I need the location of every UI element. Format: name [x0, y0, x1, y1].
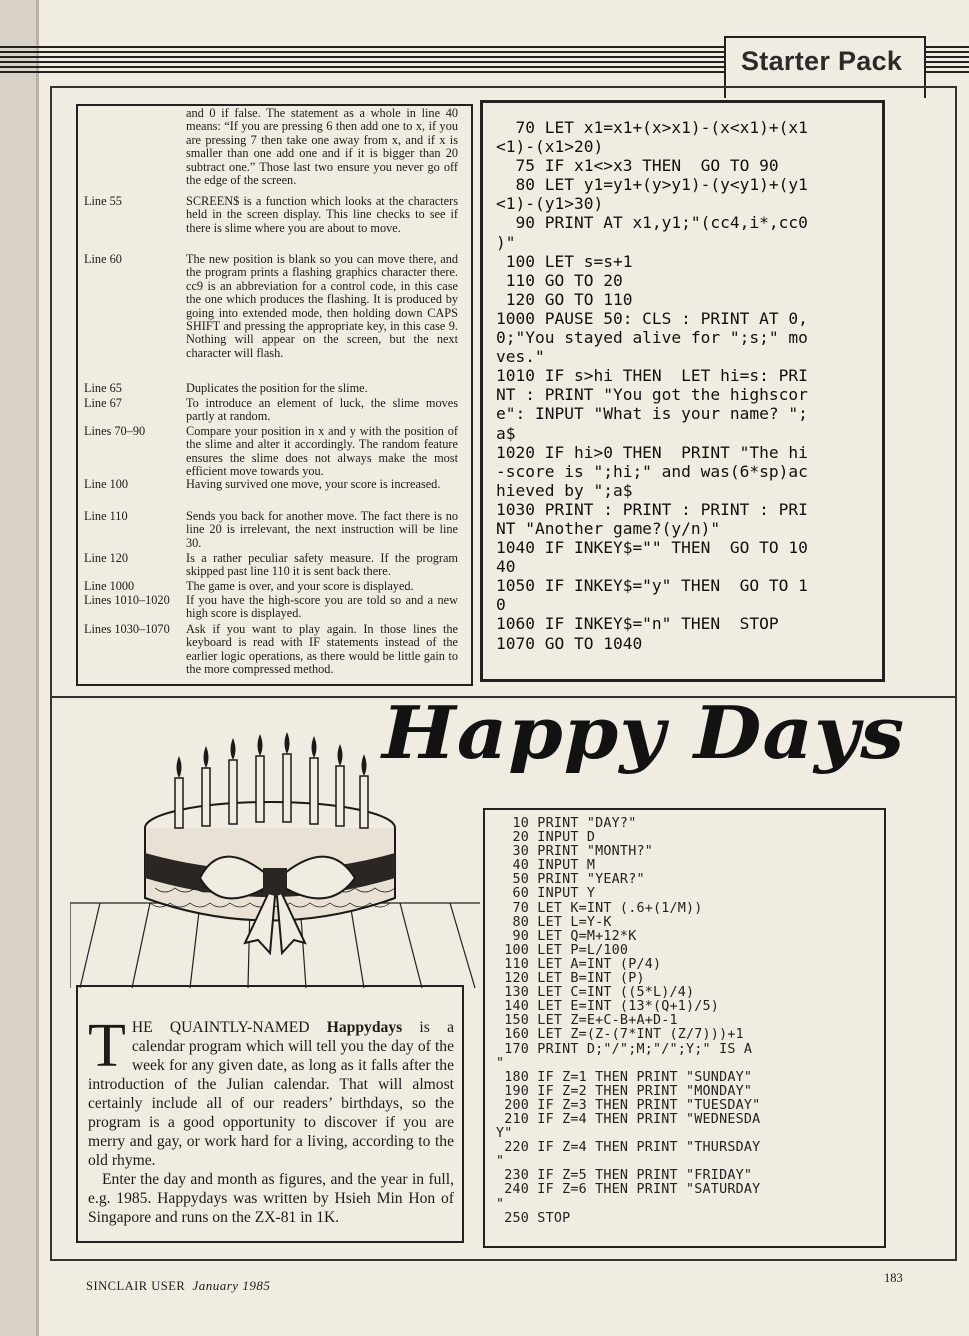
- explanation-text: and 0 if false. The statement as a whole in line 40 means: “If you are pressing 6 then add one to x, if you are pressing 7 then take one away from x, and if x is smaller than one add one and if it is bigger than 20 subtract one.” Those last two ensure you never go off the edge of the screen.: [186, 106, 458, 188]
- explanation-text: Is a rather peculiar safety measure. If the program skipped past line 110 it is sent back there.: [186, 551, 458, 579]
- explanation-text: Compare your position in x and y with the position of the slime and alter it accordingly. The random feature ensures the slime does not always make the most efficient move towards you.: [186, 424, 458, 479]
- page-number: 183: [884, 1271, 903, 1285]
- explanation-text: Ask if you want to play again. In those lines the keyboard is read with IF statements instead of the earlier logic operations, as there would be little gain to the more compressed method.: [186, 622, 458, 677]
- explanation-line-label: Line 60: [84, 252, 122, 266]
- explanation-text: SCREEN$ is a function which looks at the characters held in the screen display. This line checks to see if there is slime where you are about to move.: [186, 194, 458, 235]
- zx81-listing: 10 PRINT "DAY?" 20 INPUT D 30 PRINT "MONTH?" 40 INPUT M 50 PRINT "YEAR?" 60 INPUT Y 70 LET K=INT (.6+(1/M)) 80 LET L=Y-K 90 LET Q=M+12*K 100 LET P=L/100 110 LET A=INT (P/4) 120 LET B=INT (P) 130 LET C=INT ((5*L)/4) 140 LET E=INT (13*(Q+1)/5) 150 LET Z=E+C-B+A+D-1 160 LET Z=(Z-(7*INT (Z/7)))+1 170 PRINT D;"/";M;"/";Y;" IS A " 180 IF Z=1 THEN PRINT "SUNDAY" 190 IF Z=2 THEN PRINT "MONDAY" 200 IF Z=3 THEN PRINT "TUESDAY" 210 IF Z=4 THEN PRINT "WEDNESDA Y" 220 IF Z=4 THEN PRINT "THURSDAY " 230 IF Z=5 THEN PRINT "FRIDAY" 240 IF Z=6 THEN PRINT "SATURDAY " 250 STOP: [496, 816, 761, 1226]
- issue-date: January 1985: [192, 1278, 271, 1293]
- explanation-line-label: Line 100: [84, 477, 129, 491]
- spectrum-listing: 70 LET x1=x1+(x>x1)-(x<x1)+(x1 <1)-(x1>20) 75 IF x1<>x3 THEN GO TO 90 80 LET y1=y1+(y>y1)-(y<y1)+(y1 <1)-(y1>30) 90 PRINT AT x1,y1;"(cc4,i*,cc0 )" 100 LET s=s+1 110 GO TO 20 120 GO TO 110 1000 PAUSE 50: CLS : PRINT AT 0, 0;"You stayed alive for ";s;" mo ves." 1010 IF s>hi THEN LET hi=s: PRI NT : PRINT "You got the highscor e": INPUT "What is your name? "; a$ 1020 IF hi>0 THEN PRINT "The hi -score is ";hi;" and was(6*sp)ac hieved by ";a$ 1030 PRINT : PRINT : PRINT : PRI NT "Another game?(y/n)" 1040 IF INKEY$="" THEN GO TO 10 40 1050 IF INKEY$="y" THEN GO TO 1 0 1060 IF INKEY$="n" THEN STOP 1070 GO TO 1040: [496, 118, 808, 653]
- intro-lead: HE QUAINTLY-NAMED: [131, 1019, 327, 1036]
- explanation-line-label: Lines 1010–1020: [84, 593, 170, 607]
- program-name: Happydays: [326, 1019, 403, 1036]
- birthday-cake-illustration: [70, 728, 480, 988]
- explanation-line-label: Line 65: [84, 381, 122, 395]
- intro-body: is a calendar program which will tell you the day of the week for any given date, as long as it falls after the introduction of the Julian calendar. That will almost certainly include all of our readers’ birthdays, so the program is a good opportunity to discover if you are merry and gay, or work hard for a living, according to the old rhyme.: [88, 1019, 454, 1169]
- explanation-line-label: Line 1000: [84, 579, 135, 593]
- explanation-line-label: Lines 1030–1070: [84, 622, 170, 636]
- explanation-line-label: Line 67: [84, 396, 122, 410]
- intro-paragraph-2: Enter the day and month as figures, and the year in full, e.g. 1985. Happydays was written by Hsieh Min Hon of Singapore and runs on the ZX-81 in 1K.: [88, 1171, 454, 1226]
- explanation-text: Sends you back for another move. The fact there is no line 20 is irrelevant, the next instruction will be line 30.: [186, 509, 458, 550]
- page-gutter: [0, 0, 36, 1336]
- footer-magazine: [86, 1278, 270, 1294]
- explanation-text: The new position is blank so you can move there, and the program prints a flashing graphics character there. cc9 is an abbreviation for a control code, in this case the one which produces the flashing. It is produced by going into extended mode, then holding down CAPS SHIFT and pressing the appropriate key, in this case 9. Nothing will appear on the screen, but the next character will flash.: [186, 252, 458, 360]
- explanation-line-label: Line 110: [84, 509, 128, 523]
- explanation-text: The game is over, and your score is displayed.: [186, 579, 414, 593]
- explanation-line-label: Line 120: [84, 551, 129, 565]
- explanation-text: Duplicates the position for the slime.: [186, 381, 368, 395]
- magazine-name: SINCLAIR USER: [86, 1279, 186, 1293]
- explanation-line-label: Lines 70–90: [84, 424, 146, 438]
- section-tab-label: Starter Pack: [741, 46, 903, 76]
- explanation-text: Having survived one move, your score is increased.: [186, 477, 441, 491]
- explanation-text: To introduce an element of luck, the slime moves partly at random.: [186, 396, 458, 424]
- explanation-text: If you have the high-score you are told so and a new high score is displayed.: [186, 593, 458, 621]
- article-intro: [88, 1012, 454, 1227]
- page-gutter-edge: [36, 0, 39, 1336]
- article-title: Happy Days: [382, 692, 906, 776]
- explanation-line-label: Line 55: [84, 194, 122, 208]
- drop-cap: T: [88, 1012, 126, 1080]
